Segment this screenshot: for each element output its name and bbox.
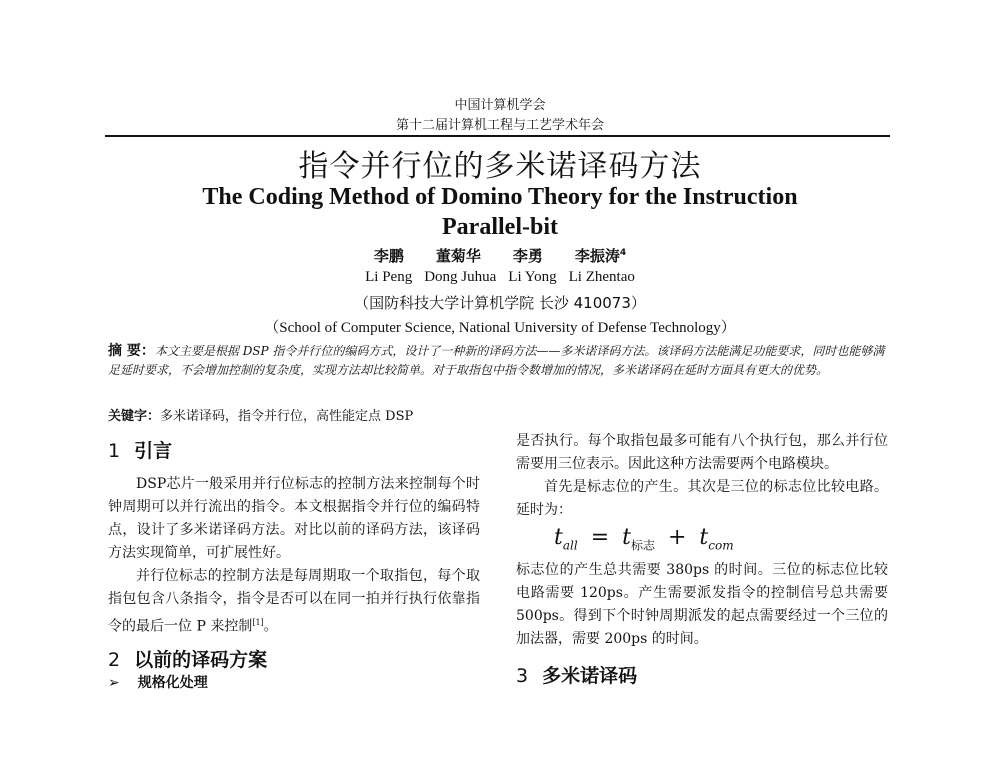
section-number: 3 <box>516 665 529 688</box>
conference-subtitle: 第十二届计算机工程与工艺学术年会 <box>395 118 604 133</box>
intro-paragraph-2: 并行位标志的控制方法是每周期取一个取指包，每个取指包包含八条指令，指令是否可以在同一拍并行执行依靠指令的最后一位 P 来控制[1]。 <box>108 568 480 635</box>
author-zh-1: 李鹏 <box>373 247 404 265</box>
keywords-text: 多米诺译码，指令并行位，高性能定点 DSP <box>160 409 414 424</box>
abstract <box>108 342 888 380</box>
bullet-text: 规格化处理 <box>137 674 208 691</box>
title-english <box>0 182 1000 242</box>
bullet-item <box>108 672 480 695</box>
section-title: 以前的译码方案 <box>134 648 268 671</box>
author-zh-3: 李勇 <box>512 247 543 265</box>
section-1-heading <box>108 440 480 463</box>
authors-chinese <box>0 245 1000 266</box>
affiliation-chinese: （国防科技大学计算机学院 长沙 410073） <box>354 294 646 312</box>
citation-ref: [1] <box>252 618 264 627</box>
author-footnote-mark: 4 <box>619 248 627 258</box>
body-paragraph-cont: 是否执行。每个取指包最多可能有八个执行包，那么并行位需要用三位表示。因此这种方法需要两个电路模块。 <box>516 433 888 472</box>
body-paragraph-timing: 标志位的产生总共需要 380ps 的时间。三位的标志位比较电路需要 120ps。产生需要派发指令的控制信号总共需要 500ps。得到下个时钟周期派发的起点需要经过一个三位的加法器，需要 200ps 的时间。 <box>516 562 888 648</box>
body-paragraph-delay: 首先是标志位的产生。其次是三位的标志位比较电路。延时为： <box>516 479 888 518</box>
conference-name: 中国计算机学会 <box>454 98 546 113</box>
section-2-heading <box>108 649 480 672</box>
header-rule <box>105 135 890 137</box>
keywords-label: 关键字： <box>108 409 161 424</box>
authors-english <box>0 269 1000 286</box>
author-zh-2: 董菊华 <box>435 247 481 265</box>
right-column <box>516 430 888 688</box>
author-en-1: Li Peng <box>365 269 413 285</box>
section-number: 2 <box>108 648 121 671</box>
section-title: 引言 <box>134 440 173 462</box>
title-chinese: 指令并行位的多米诺译码方法 <box>298 149 702 184</box>
section-number: 1 <box>108 440 121 462</box>
abstract-label: 摘 要： <box>108 343 155 359</box>
author-zh-4: 李振涛$^4$ <box>574 247 627 265</box>
author-en-2: Dong Juhua <box>424 269 497 285</box>
section-title: 多米诺译码 <box>542 665 638 688</box>
author-en-3: Li Yong <box>508 269 557 285</box>
section-3-heading <box>516 665 888 688</box>
title-english-line1: The Coding Method of Domino Theory for the Instruction <box>202 184 798 210</box>
intro-paragraph-1: DSP芯片一般采用并行位标志的控制方法来控制每个时钟周期可以并行流出的指令。本文根据指令并行位的编码特点，设计了多米诺译码方法。对比以前的译码方法，该译码方法实现简单，可扩展性好。 <box>108 476 480 561</box>
keywords <box>108 405 888 424</box>
affiliation-english: （School of Computer Science, National University of Defense Technology） <box>264 320 736 336</box>
left-column <box>108 440 480 695</box>
author-en-4: Li Zhentao <box>568 269 635 285</box>
title-english-line2: Parallel-bit <box>442 214 558 240</box>
abstract-text: 本文主要是根据 DSP 指令并行位的编码方式，设计了一种新的译码方法——多米诺译码方法。该译码方法能满足功能要求，同时也能够满足延时要求，不会增加控制的复杂度，实现方法却比较简单。对于取指包中指令数增加的情况，多米诺译码在延时方面具有更大的优势。 <box>108 344 885 377</box>
bullet-arrow-icon: ➢ <box>108 674 120 691</box>
delay-formula: $t_{all} = t_{标志} + t_{com}$ <box>554 525 734 553</box>
